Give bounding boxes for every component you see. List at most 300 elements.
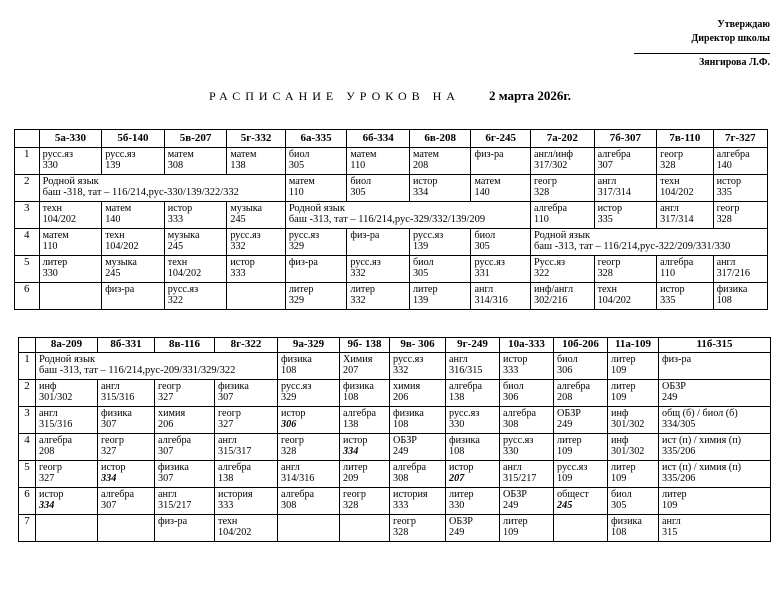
schedule-table-grades-5-7 bbox=[14, 129, 768, 310]
title-text: РАСПИСАНИЕ УРОКОВ НА bbox=[208, 89, 460, 103]
room-label: 207 bbox=[343, 365, 359, 377]
lesson-cell bbox=[164, 229, 227, 256]
room-label: 307 bbox=[158, 473, 174, 485]
subject-label: техн bbox=[105, 230, 125, 241]
subject-label: физика bbox=[158, 462, 189, 473]
lesson-row bbox=[19, 407, 771, 434]
lesson-cell bbox=[278, 380, 340, 407]
page-title bbox=[0, 88, 780, 104]
class-header: 9б- 138 bbox=[340, 338, 390, 353]
room-label: 206 bbox=[393, 392, 409, 404]
lesson-cell bbox=[155, 461, 215, 488]
class-header: 8г-322 bbox=[215, 338, 278, 353]
subject-label: Родной язык bbox=[42, 176, 99, 187]
lesson-cell bbox=[340, 380, 390, 407]
room-label: 327 bbox=[158, 392, 174, 404]
lesson-cell bbox=[446, 488, 500, 515]
lesson-cell bbox=[657, 202, 713, 229]
lesson-cell bbox=[713, 175, 767, 202]
room-label: 302/216 bbox=[533, 295, 568, 307]
corner-cell bbox=[19, 338, 36, 353]
room-label: 306 bbox=[503, 392, 519, 404]
native-language-cell bbox=[39, 175, 285, 202]
lesson-cell bbox=[530, 256, 594, 283]
lesson-cell bbox=[594, 202, 657, 229]
approval-block bbox=[620, 18, 770, 70]
lesson-cell bbox=[39, 256, 102, 283]
subject-label: физ-ра bbox=[158, 516, 188, 527]
lesson-row bbox=[15, 148, 768, 175]
room-label: 306 bbox=[557, 365, 573, 377]
room-label: 139 bbox=[105, 160, 121, 172]
director-label: Директор школы bbox=[691, 33, 770, 44]
subject-label: физ-ра bbox=[288, 257, 318, 268]
lesson-cell bbox=[608, 353, 659, 380]
lesson-cell bbox=[155, 488, 215, 515]
lesson-cell bbox=[215, 380, 278, 407]
room-label: 315 bbox=[662, 527, 678, 539]
subject-label: истор bbox=[449, 462, 474, 473]
room-label: 330 bbox=[42, 160, 58, 172]
subject-label: физика bbox=[281, 354, 312, 365]
room-label: 328 bbox=[716, 214, 732, 226]
subject-label: геогр bbox=[597, 257, 621, 268]
room-label: 104/202 bbox=[42, 214, 77, 226]
class-header: 11б-315 bbox=[659, 338, 771, 353]
subject-label: англ bbox=[101, 381, 120, 392]
subject-label: истор bbox=[597, 203, 623, 214]
subject-label: англ bbox=[662, 516, 681, 527]
subject-label: литер bbox=[557, 435, 582, 446]
room-label: 108 bbox=[281, 365, 297, 377]
lesson-cell bbox=[98, 488, 155, 515]
class-header: 10б-206 bbox=[554, 338, 608, 353]
subject-label: физ-ра bbox=[474, 149, 504, 160]
subject-label: Русс.яз bbox=[533, 257, 566, 268]
lesson-cell bbox=[713, 256, 767, 283]
subject-label: биол bbox=[503, 381, 524, 392]
lesson-cell bbox=[659, 434, 771, 461]
approve-label: Утверждаю bbox=[717, 19, 770, 30]
class-header: 7б-307 bbox=[594, 130, 657, 148]
subject-label: алгебра bbox=[158, 435, 192, 446]
lesson-cell bbox=[594, 175, 657, 202]
subject-label: матем bbox=[412, 149, 439, 160]
room-label: 206 bbox=[158, 419, 174, 431]
corner-cell bbox=[15, 130, 40, 148]
lesson-cell bbox=[285, 175, 347, 202]
room-label: 138 bbox=[230, 160, 246, 172]
lesson-cell bbox=[215, 461, 278, 488]
lesson-cell bbox=[594, 256, 657, 283]
room-label: 315/217 bbox=[503, 473, 537, 485]
room-label: 308 bbox=[503, 419, 519, 431]
subject-label: англ bbox=[449, 354, 468, 365]
room-label: 334 bbox=[101, 473, 117, 485]
lesson-cell bbox=[36, 407, 98, 434]
lesson-cell bbox=[713, 202, 767, 229]
room-label: 209 bbox=[343, 473, 359, 485]
subject-label: истор bbox=[660, 284, 685, 295]
subject-label: физ-ра bbox=[350, 230, 380, 241]
subject-label: техн bbox=[597, 284, 617, 295]
class-header: 8в-116 bbox=[155, 338, 215, 353]
class-header: 10а-333 bbox=[500, 338, 554, 353]
subject-label: алгебра bbox=[39, 435, 73, 446]
lesson-row bbox=[19, 434, 771, 461]
subject-label: алгебра bbox=[281, 489, 315, 500]
lesson-cell bbox=[554, 434, 608, 461]
lesson-cell bbox=[227, 202, 285, 229]
subject-label: алгебра bbox=[449, 381, 483, 392]
lesson-row bbox=[19, 380, 771, 407]
subject-label: литер bbox=[611, 381, 636, 392]
lesson-cell bbox=[39, 283, 102, 310]
subject-label: геогр bbox=[158, 381, 181, 392]
lesson-cell bbox=[155, 515, 215, 542]
room-label: 110 bbox=[42, 241, 58, 253]
schedule-table-grades-8-11 bbox=[18, 337, 771, 542]
lesson-cell bbox=[36, 515, 98, 542]
subject-label: алгебра bbox=[343, 408, 377, 419]
subject-label: литер bbox=[611, 462, 636, 473]
subject-label: история bbox=[218, 489, 253, 500]
subject-label: матем bbox=[474, 176, 501, 187]
lesson-cell bbox=[659, 488, 771, 515]
lesson-number: 4 bbox=[15, 229, 40, 256]
room-label: 245 bbox=[557, 500, 573, 512]
lesson-cell bbox=[657, 148, 713, 175]
room-label: 322 bbox=[533, 268, 550, 280]
lesson-cell bbox=[554, 353, 608, 380]
lesson-cell bbox=[102, 229, 165, 256]
room-label: 109 bbox=[611, 392, 627, 404]
room-label: 330 bbox=[449, 500, 465, 512]
room-label: 208 bbox=[39, 446, 55, 458]
room-label: 315/317 bbox=[218, 446, 252, 458]
lesson-number: 6 bbox=[19, 488, 36, 515]
subject-label: матем bbox=[167, 149, 194, 160]
lesson-number: 2 bbox=[15, 175, 40, 202]
lesson-cell bbox=[446, 407, 500, 434]
lesson-cell bbox=[390, 380, 446, 407]
lesson-cell bbox=[446, 461, 500, 488]
room-label: 330 bbox=[449, 419, 465, 431]
subject-label: физ-ра bbox=[105, 284, 135, 295]
subject-label: геогр bbox=[39, 462, 62, 473]
room-label: 207 bbox=[449, 473, 465, 485]
subject-label: русс.яз bbox=[449, 408, 480, 419]
subject-label: ист (п) / химия (п) bbox=[662, 462, 742, 473]
subject-label: геогр bbox=[393, 516, 416, 527]
lesson-cell bbox=[278, 434, 340, 461]
room-label: 245 bbox=[105, 268, 121, 280]
lesson-cell bbox=[409, 256, 471, 283]
subject-label: матем bbox=[350, 149, 377, 160]
subject-label: англ bbox=[218, 435, 237, 446]
lesson-row bbox=[19, 515, 771, 542]
lesson-number: 5 bbox=[19, 461, 36, 488]
subject-label: геогр bbox=[343, 489, 366, 500]
subject-label: Родной язык bbox=[533, 230, 591, 241]
room-label: 140 bbox=[716, 160, 732, 172]
lesson-cell bbox=[102, 148, 165, 175]
subject-label: музыка bbox=[167, 230, 200, 241]
lesson-cell bbox=[554, 407, 608, 434]
lesson-row bbox=[15, 175, 768, 202]
room-label: 109 bbox=[611, 473, 627, 485]
subject-label: музыка bbox=[230, 203, 263, 214]
room-label: 110 bbox=[533, 214, 549, 226]
room-label: 317/314 bbox=[660, 214, 694, 226]
subject-label: русс.яз bbox=[42, 149, 73, 160]
lesson-cell bbox=[446, 353, 500, 380]
lesson-cell bbox=[608, 434, 659, 461]
subject-label: техн bbox=[167, 257, 188, 268]
subject-label: алгебра bbox=[393, 462, 427, 473]
class-header: 6в-208 bbox=[409, 130, 471, 148]
subject-label: геогр bbox=[533, 176, 557, 187]
room-label: баш -313, тат – 116/214,рус-329/332/139/209 bbox=[288, 214, 486, 226]
lesson-cell bbox=[39, 202, 102, 229]
lesson-cell bbox=[39, 148, 102, 175]
subject-label: истор bbox=[167, 203, 193, 214]
lesson-cell bbox=[36, 461, 98, 488]
room-label: 109 bbox=[503, 527, 519, 539]
lesson-cell bbox=[608, 515, 659, 542]
signature-line bbox=[634, 53, 770, 54]
room-label: 332 bbox=[350, 268, 366, 280]
room-label: 328 bbox=[343, 500, 359, 512]
subject-label: англ bbox=[597, 176, 617, 187]
lesson-cell bbox=[554, 488, 608, 515]
room-label: 305 bbox=[412, 268, 429, 280]
room-label: 335 bbox=[597, 214, 613, 226]
subject-label: алгебра bbox=[533, 203, 568, 214]
room-label: 308 bbox=[167, 160, 184, 172]
lesson-cell bbox=[278, 488, 340, 515]
lesson-cell bbox=[340, 461, 390, 488]
class-header: 5в-207 bbox=[164, 130, 227, 148]
subject-label: общест bbox=[557, 489, 589, 500]
lesson-cell bbox=[500, 407, 554, 434]
room-label: 333 bbox=[393, 500, 409, 512]
lesson-cell bbox=[500, 488, 554, 515]
subject-label: биол bbox=[474, 230, 496, 241]
lesson-cell bbox=[39, 229, 102, 256]
lesson-cell bbox=[530, 283, 594, 310]
subject-label: геогр bbox=[660, 149, 684, 160]
room-label: 328 bbox=[281, 446, 297, 458]
class-header: 7г-327 bbox=[713, 130, 767, 148]
room-label: баш -313, тат – 116/214,рус-322/209/331/330 bbox=[533, 241, 731, 253]
room-label: 109 bbox=[557, 446, 573, 458]
lesson-cell bbox=[659, 407, 771, 434]
class-header: 9а-329 bbox=[278, 338, 340, 353]
room-label: 333 bbox=[230, 268, 246, 280]
room-label: 138 bbox=[449, 392, 465, 404]
room-label: 335/206 bbox=[662, 446, 696, 458]
lesson-cell bbox=[390, 461, 446, 488]
lesson-cell bbox=[471, 256, 531, 283]
room-label: 104/202 bbox=[105, 241, 139, 253]
lesson-cell bbox=[554, 461, 608, 488]
subject-label: геогр bbox=[101, 435, 124, 446]
lesson-cell bbox=[285, 229, 347, 256]
lesson-cell bbox=[554, 515, 608, 542]
lesson-cell bbox=[278, 353, 340, 380]
lesson-cell bbox=[347, 283, 410, 310]
class-header: 7в-110 bbox=[657, 130, 713, 148]
room-label: 308 bbox=[281, 500, 297, 512]
subject-label: литер bbox=[611, 354, 636, 365]
room-label: 104/202 bbox=[167, 268, 202, 280]
room-label: 305 bbox=[288, 160, 305, 172]
room-label: 140 bbox=[474, 187, 490, 199]
lesson-cell bbox=[409, 148, 471, 175]
lesson-cell bbox=[471, 148, 531, 175]
subject-label: матем bbox=[42, 230, 69, 241]
subject-label: литер bbox=[503, 516, 528, 527]
subject-label: русс.яз bbox=[105, 149, 136, 160]
room-label: 328 bbox=[660, 160, 676, 172]
subject-label: истор bbox=[281, 408, 306, 419]
room-label: 334 bbox=[343, 446, 359, 458]
room-label: 108 bbox=[716, 295, 732, 307]
room-label: 249 bbox=[503, 500, 519, 512]
subject-label: русс.яз bbox=[412, 230, 444, 241]
lesson-cell bbox=[227, 256, 285, 283]
lesson-cell bbox=[713, 148, 767, 175]
class-header: 6а-335 bbox=[285, 130, 347, 148]
room-label: 328 bbox=[393, 527, 409, 539]
subject-label: физика bbox=[716, 284, 748, 295]
room-label: 138 bbox=[343, 419, 359, 431]
lesson-cell bbox=[594, 148, 657, 175]
subject-label: физ-ра bbox=[662, 354, 692, 365]
lesson-cell bbox=[278, 515, 340, 542]
subject-label: инф/англ bbox=[533, 284, 574, 295]
subject-label: геогр bbox=[281, 435, 304, 446]
subject-label: русс.яз bbox=[350, 257, 381, 268]
lesson-cell bbox=[608, 488, 659, 515]
lesson-cell bbox=[347, 175, 410, 202]
subject-label: ист (п) / химия (п) bbox=[662, 435, 742, 446]
room-label: 110 bbox=[288, 187, 304, 199]
room-label: 301/302 bbox=[611, 446, 645, 458]
lesson-cell bbox=[155, 380, 215, 407]
room-label: 317/302 bbox=[533, 160, 568, 172]
subject-label: алгебра bbox=[660, 257, 694, 268]
room-label: 328 bbox=[533, 187, 550, 199]
lesson-row bbox=[19, 488, 771, 515]
lesson-cell bbox=[657, 175, 713, 202]
subject-label: алгебра bbox=[597, 149, 631, 160]
room-label: 305 bbox=[474, 241, 490, 253]
director-name: Зянгирова Л.Ф. bbox=[698, 57, 770, 68]
room-label: 335 bbox=[716, 187, 732, 199]
lesson-cell bbox=[102, 256, 165, 283]
lesson-cell bbox=[713, 283, 767, 310]
subject-label: техн bbox=[42, 203, 62, 214]
subject-label: физика bbox=[101, 408, 132, 419]
room-label: 108 bbox=[393, 419, 409, 431]
lesson-cell bbox=[409, 175, 471, 202]
lesson-cell bbox=[215, 434, 278, 461]
room-label: 322 bbox=[167, 295, 184, 307]
subject-label: алгебра bbox=[716, 149, 750, 160]
room-label: 249 bbox=[557, 419, 573, 431]
class-header: 6б-334 bbox=[347, 130, 410, 148]
lesson-cell bbox=[155, 407, 215, 434]
lesson-cell bbox=[278, 407, 340, 434]
subject-label: химия bbox=[393, 381, 421, 392]
subject-label: истор bbox=[503, 354, 528, 365]
lesson-cell bbox=[102, 283, 165, 310]
lesson-cell bbox=[98, 380, 155, 407]
subject-label: биол bbox=[350, 176, 372, 187]
lesson-cell bbox=[347, 148, 410, 175]
room-label: 110 bbox=[660, 268, 676, 280]
lesson-cell bbox=[390, 353, 446, 380]
room-label: 208 bbox=[557, 392, 573, 404]
lesson-cell bbox=[347, 229, 410, 256]
class-header: 9в- 306 bbox=[390, 338, 446, 353]
lesson-cell bbox=[98, 407, 155, 434]
room-label: 329 bbox=[288, 241, 305, 253]
subject-label: физика bbox=[218, 381, 249, 392]
subject-label: истор bbox=[39, 489, 64, 500]
native-language-cell bbox=[530, 229, 767, 256]
lesson-number: 7 bbox=[19, 515, 36, 542]
subject-label: литер bbox=[42, 257, 68, 268]
lesson-cell bbox=[340, 488, 390, 515]
lesson-number: 1 bbox=[15, 148, 40, 175]
subject-label: ОБЗР bbox=[393, 435, 417, 446]
lesson-cell bbox=[471, 175, 531, 202]
class-header: 9г-249 bbox=[446, 338, 500, 353]
lesson-cell bbox=[608, 407, 659, 434]
lesson-cell bbox=[659, 461, 771, 488]
subject-label: техн bbox=[660, 176, 680, 187]
lesson-cell bbox=[347, 256, 410, 283]
lesson-number: 1 bbox=[19, 353, 36, 380]
room-label: 316/315 bbox=[449, 365, 483, 377]
room-label: 314/316 bbox=[474, 295, 508, 307]
lesson-cell bbox=[657, 283, 713, 310]
lesson-cell bbox=[285, 148, 347, 175]
subject-label: русс.яз bbox=[281, 381, 312, 392]
subject-label: физика bbox=[393, 408, 424, 419]
room-label: 329 bbox=[288, 295, 305, 307]
lesson-cell bbox=[390, 515, 446, 542]
lesson-cell bbox=[340, 434, 390, 461]
room-label: 314/316 bbox=[281, 473, 315, 485]
lesson-cell bbox=[98, 515, 155, 542]
lesson-cell bbox=[594, 283, 657, 310]
subject-label: алгебра bbox=[101, 489, 135, 500]
subject-label: физика bbox=[449, 435, 480, 446]
subject-label: биол bbox=[557, 354, 578, 365]
lesson-cell bbox=[102, 202, 165, 229]
room-label: 333 bbox=[503, 365, 519, 377]
subject-label: Химия bbox=[343, 354, 373, 365]
subject-label: инф bbox=[39, 381, 57, 392]
lesson-row bbox=[15, 283, 768, 310]
lesson-cell bbox=[278, 461, 340, 488]
class-header: 6г-245 bbox=[471, 130, 531, 148]
room-label: 249 bbox=[662, 392, 678, 404]
